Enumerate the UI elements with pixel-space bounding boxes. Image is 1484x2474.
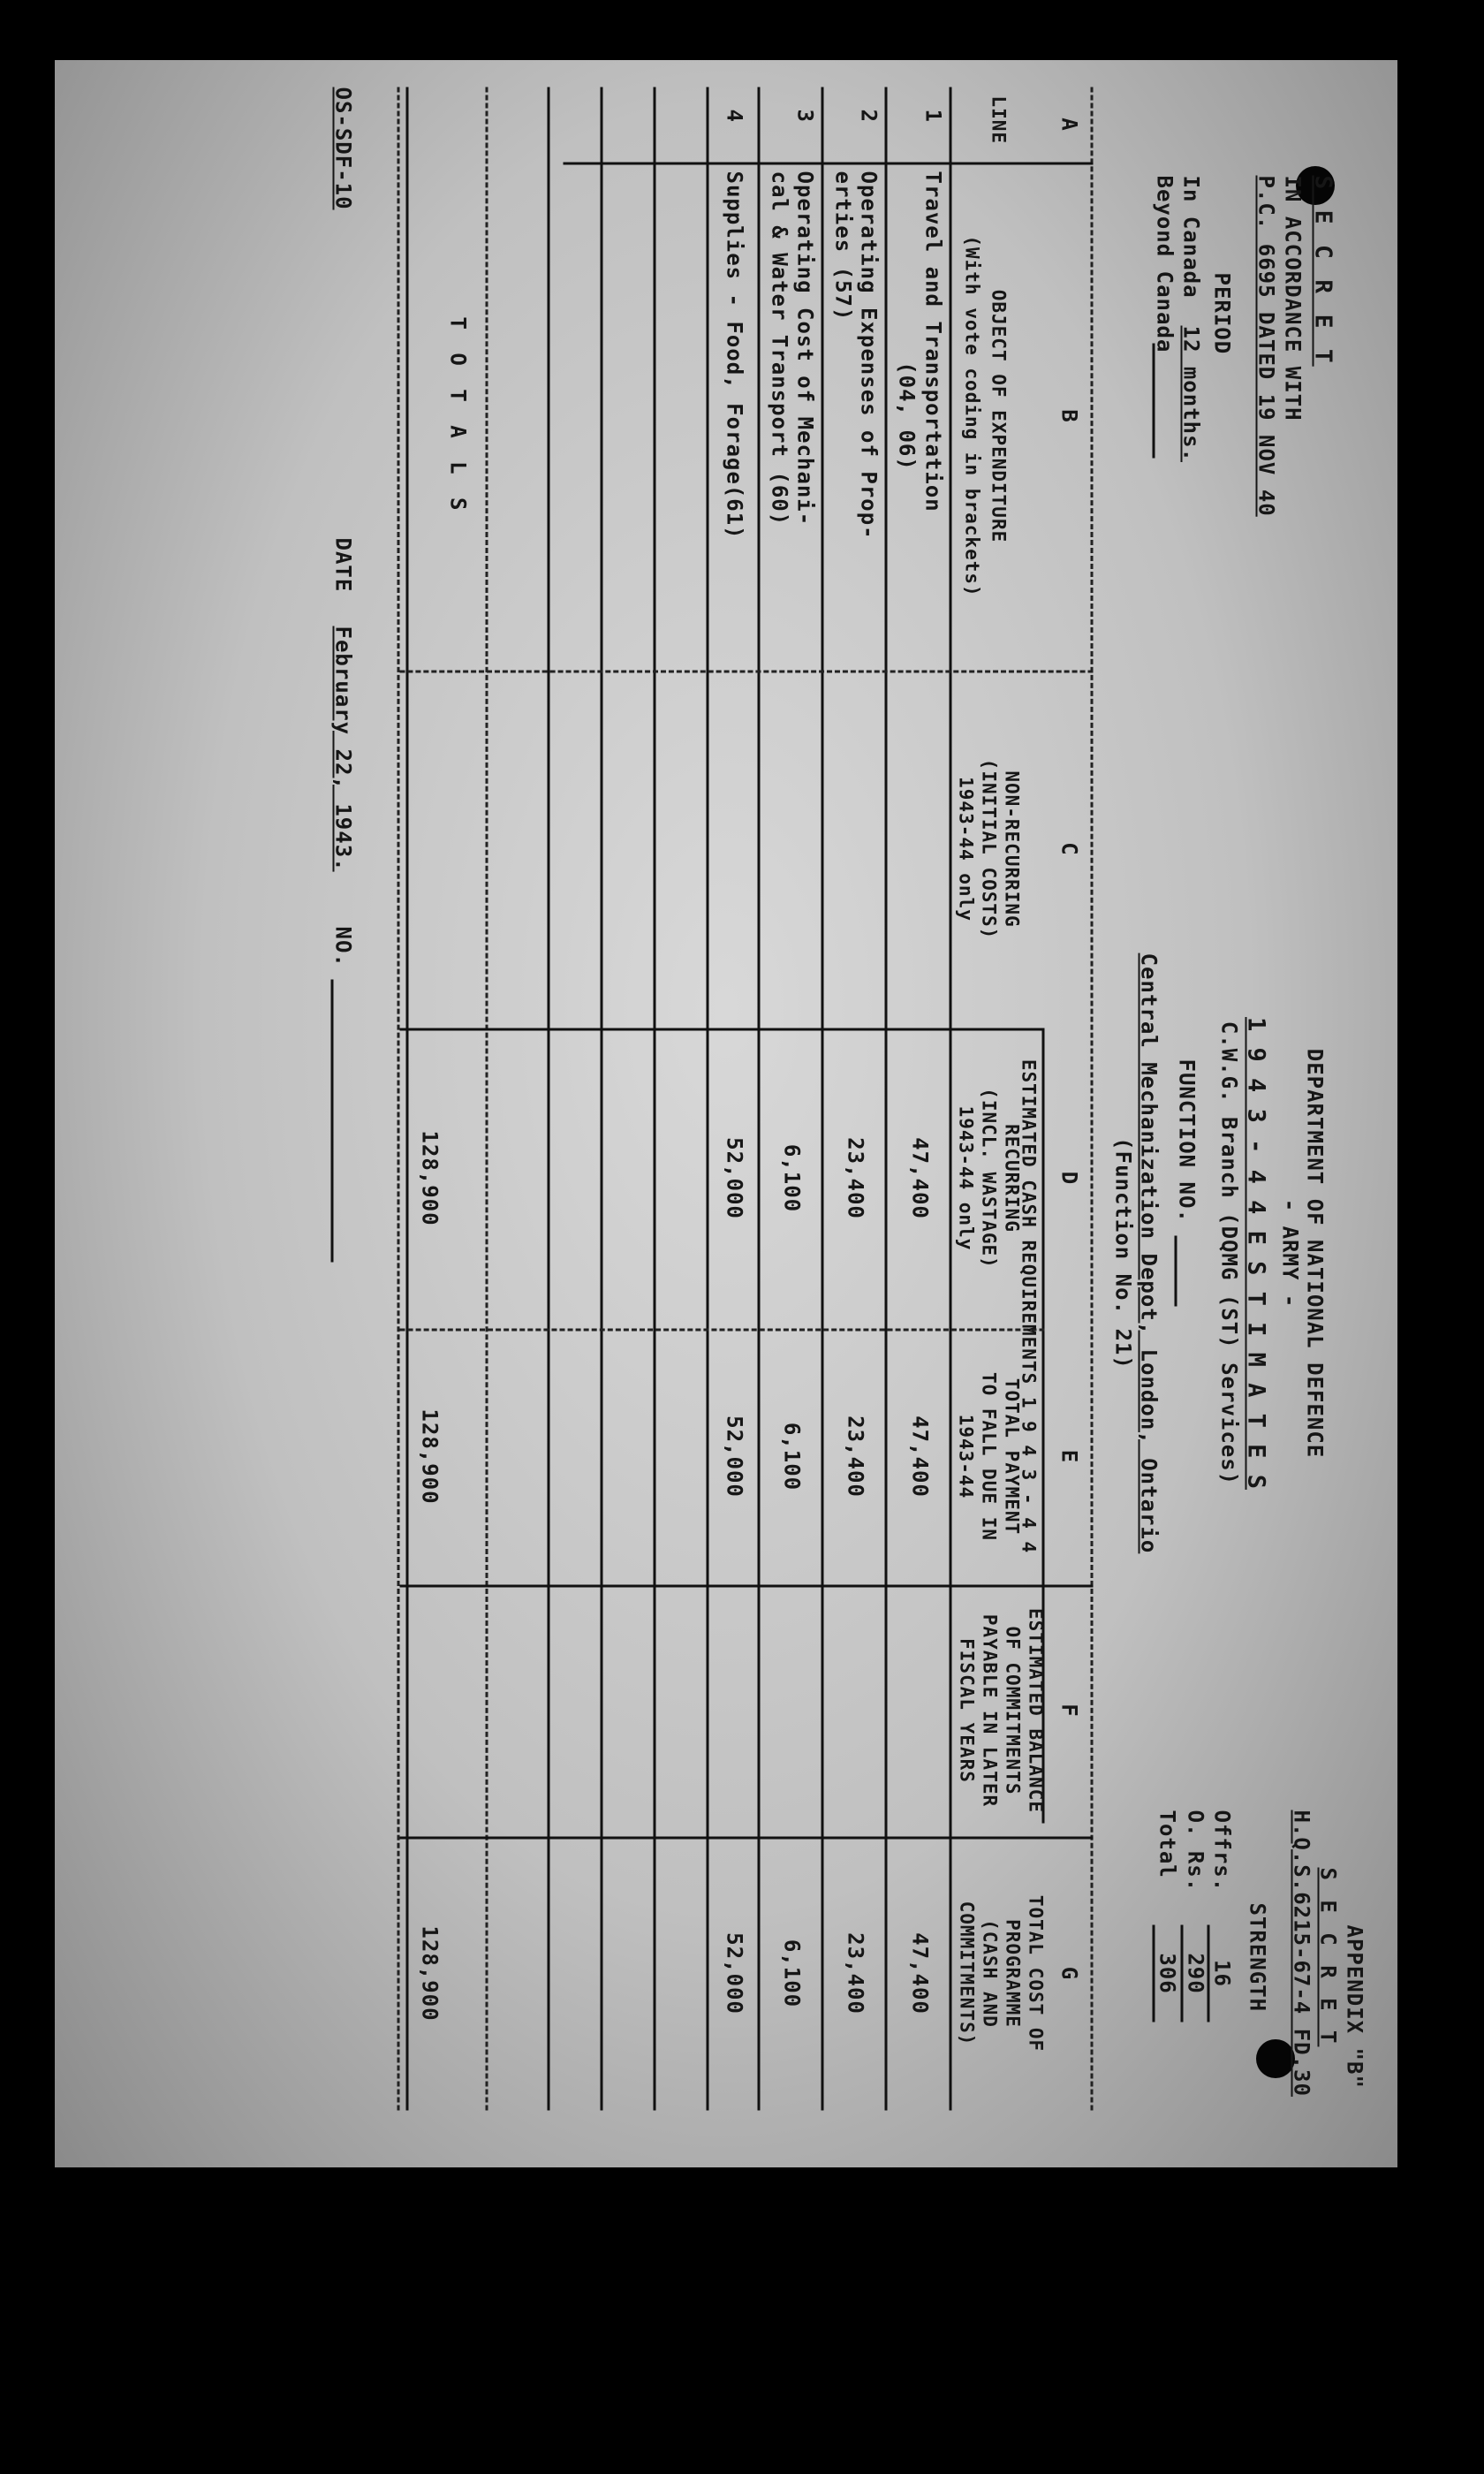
col-letter-a: A <box>1056 117 1082 132</box>
row-rule-1 <box>885 87 888 2110</box>
col-b-header-1: OBJECT OF EXPENDITURE <box>988 289 1010 543</box>
function-label: FUNCTION NO. <box>1174 1059 1200 1223</box>
totals-top-rule <box>486 87 488 2110</box>
col-rule-a-b <box>564 162 1094 164</box>
row-3-line: 3 <box>792 109 818 123</box>
row-2-recurring: 23,400 <box>843 1136 868 1219</box>
row-3-total-payment: 6,100 <box>779 1422 805 1491</box>
group-header: ESTIMATED CASH REQUIREMENTS 1 9 4 3 - 4 4 <box>1018 1059 1040 1553</box>
function-number: (Function No. 21) <box>1110 1136 1136 1370</box>
department-title: DEPARTMENT OF NATIONAL DEFENCE <box>1302 1048 1328 1458</box>
estimates-title: 1 9 4 3 - 4 4 E S T I M A T E S <box>1242 1016 1270 1490</box>
total-strength-value: 306 <box>1153 1924 1180 2022</box>
form-code: OS-SDF-10 <box>330 87 356 210</box>
col-letter-e: E <box>1056 1449 1082 1463</box>
army-subtitle: - ARMY - <box>1277 1198 1303 1308</box>
row-4-total-payment: 52,000 <box>722 1415 747 1498</box>
row-1-object: Travel and Transportation <box>920 171 946 512</box>
totals-bottom-rule <box>406 87 409 2110</box>
row-3-object: Operating Cost of Mechani- <box>792 171 818 526</box>
col-f-header-2: OF COMMITMENTS <box>1002 1625 1024 1795</box>
col-letter-b: B <box>1056 408 1082 423</box>
col-letter-g: G <box>1056 1966 1082 1980</box>
col-c-header-2: (INITIAL COSTS) <box>978 758 1000 939</box>
row-rule-6 <box>601 87 603 2110</box>
number-value <box>331 979 356 1262</box>
col-g-header-2: PROGRAMME <box>1002 1918 1024 2028</box>
in-canada-value: 12 months. <box>1178 325 1204 462</box>
header-bottom-rule <box>950 87 952 2110</box>
accordance-line-1: IN ACCORDANCE WITH <box>1280 175 1306 421</box>
beyond-canada-label: Beyond Canada <box>1152 175 1177 353</box>
row-3-object-code: cal & Water Transport (60) <box>767 171 792 526</box>
col-f-header-3: PAYABLE IN LATER <box>979 1613 1001 1807</box>
file-number: H.Q.S.6215-67-4 FD.30 <box>1289 1810 1314 2097</box>
row-1-recurring: 47,400 <box>907 1136 933 1219</box>
date-label: DATE <box>330 537 356 592</box>
row-2-total-payment: 23,400 <box>843 1415 868 1498</box>
col-letter-d: D <box>1056 1171 1082 1185</box>
row-2-line: 2 <box>856 109 882 123</box>
col-e-header-1: TOTAL PAYMENT <box>1001 1377 1023 1535</box>
row-4-object: Supplies - Food, Forage(61) <box>722 171 747 540</box>
row-4-line: 4 <box>722 109 747 123</box>
col-letter-c: C <box>1056 841 1082 856</box>
col-d-header-2: (INCL. WASTAGE) <box>978 1087 1000 1269</box>
col-a-header: LINE <box>988 95 1010 144</box>
in-canada-label: In Canada <box>1178 175 1204 299</box>
secret-marking: S E C R E T <box>1309 175 1336 367</box>
beyond-canada-value <box>1153 343 1177 458</box>
row-rule-4 <box>707 87 709 2110</box>
document-page <box>55 60 1397 2167</box>
row-rule-5 <box>654 87 656 2110</box>
col-g-header-4: COMMITMENTS) <box>956 1901 978 2045</box>
ors-label: O. Rs. <box>1183 1810 1208 1892</box>
col-e-header-3: 1943-44 <box>955 1414 977 1499</box>
totals-label: T O T A L S <box>445 316 471 515</box>
row-1-object-code: (04, 06) <box>894 360 920 471</box>
totals-recurring: 128,900 <box>417 1129 443 1226</box>
totals-total-cost: 128,900 <box>417 1924 443 2022</box>
row-rule-2 <box>822 87 824 2110</box>
branch-name: C.W.G. Branch (DQMG (ST) Services) <box>1216 1021 1242 1485</box>
row-3-recurring: 6,100 <box>779 1143 805 1212</box>
col-d-header-1: RECURRING <box>1001 1123 1023 1233</box>
row-2-object-code: erties (57) <box>830 171 856 321</box>
row-1-line: 1 <box>920 109 946 123</box>
row-2-total-cost: 23,400 <box>843 1931 868 2015</box>
date-value: February 22, 1943. <box>330 626 356 872</box>
appendix-label: APPENDIX "B" <box>1342 1924 1367 2089</box>
totals-total-payment: 128,900 <box>417 1408 443 1505</box>
col-f-header-4: FISCAL YEARS <box>956 1637 978 1783</box>
col-e-header-2: TO FALL DUE IN <box>978 1371 1000 1541</box>
function-value <box>1175 1235 1200 1306</box>
ors-value: 290 <box>1181 1924 1208 2022</box>
row-1-total-payment: 47,400 <box>907 1415 933 1498</box>
col-g-header-3: (CASH AND <box>979 1918 1001 2028</box>
col-d-header-3: 1943-44 only <box>955 1105 977 1250</box>
accordance-line-2: P.C. 6695 DATED 19 NOV 40 <box>1253 175 1279 517</box>
col-letter-f: F <box>1056 1703 1082 1718</box>
row-4-total-cost: 52,000 <box>722 1931 747 2015</box>
col-f-header-1: ESTIMATED BALANCE <box>1025 1607 1047 1813</box>
number-label: NO. <box>330 926 356 968</box>
col-c-header-1: NON-RECURRING <box>1001 770 1023 928</box>
row-2-object: Operating Expenses of Prop- <box>856 171 882 540</box>
secret-marking-right: S E C R E T <box>1315 1867 1341 2046</box>
col-c-header-3: 1943-44 only <box>955 776 977 922</box>
col-g-header-1: TOTAL COST OF <box>1025 1894 1047 2052</box>
strength-label: STRENGTH <box>1245 1902 1270 2012</box>
row-4-recurring: 52,000 <box>722 1136 747 1219</box>
period-label: PERIOD <box>1209 272 1235 354</box>
col-b-header-2: (With vote coding in brackets) <box>961 234 983 597</box>
row-rule-7 <box>548 87 550 2110</box>
row-rule-3 <box>758 87 761 2110</box>
rotated-form <box>56 60 1398 2167</box>
depot-name: Central Mechanization Depot, London, Ontario <box>1136 952 1162 1553</box>
offrs-label: Offrs. <box>1209 1810 1235 1892</box>
total-strength-label: Total <box>1155 1810 1180 1878</box>
row-1-total-cost: 47,400 <box>907 1931 933 2015</box>
row-3-total-cost: 6,100 <box>779 1939 805 2007</box>
table-top-rule <box>1091 87 1094 2110</box>
table-bottom-rule <box>398 87 400 2110</box>
offrs-value: 16 <box>1208 1924 1235 2022</box>
